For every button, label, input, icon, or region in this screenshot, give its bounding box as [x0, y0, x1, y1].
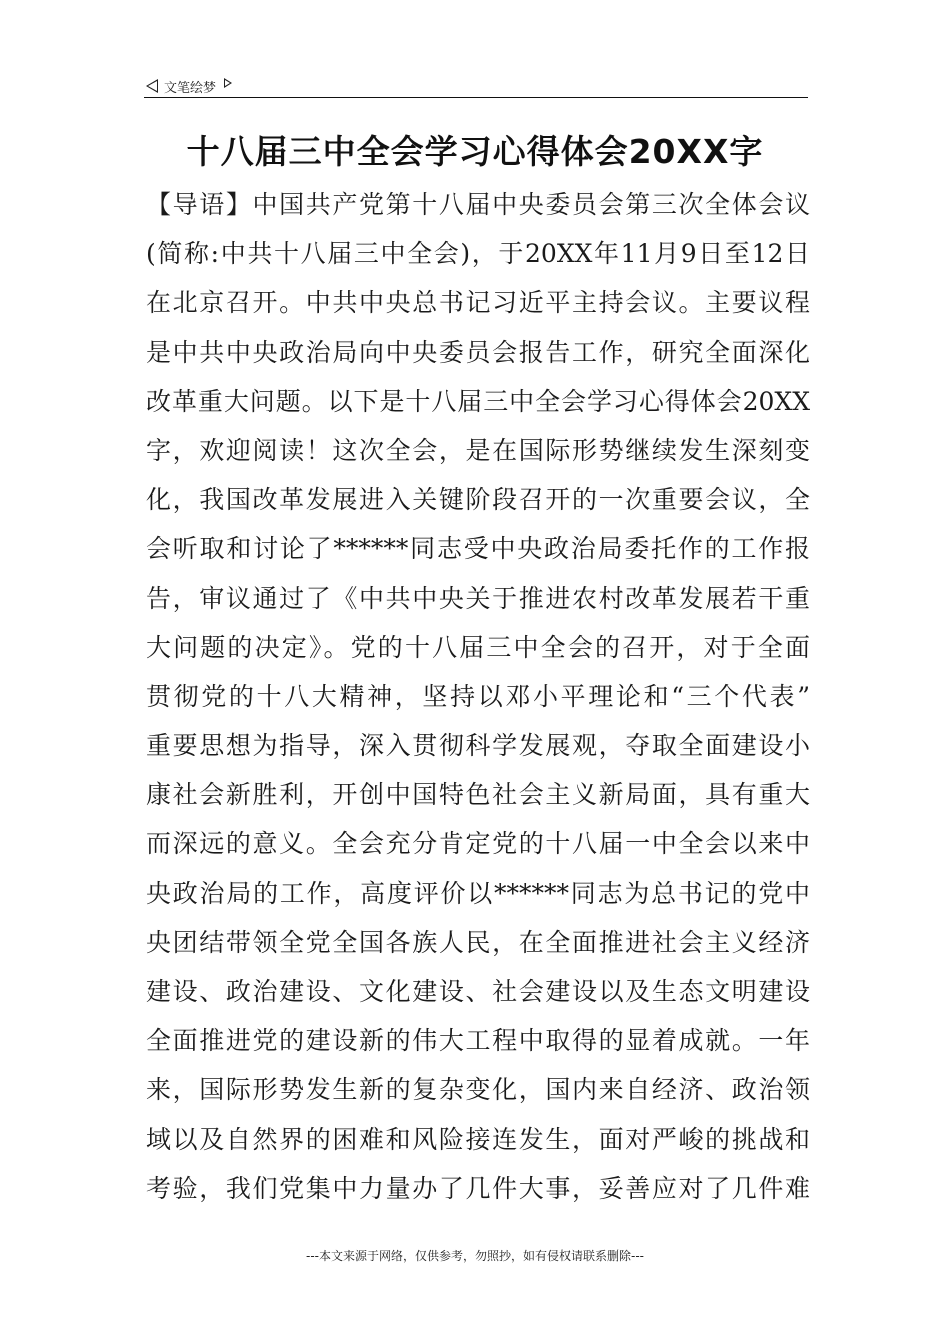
triangle-left-icon	[146, 79, 158, 93]
body-line: 大问题的决定》。党的十八届三中全会的召开，对于全面	[146, 632, 810, 662]
body-line: 康社会新胜利，开创中国特色社会主义新局面，具有重大	[146, 780, 810, 810]
body-line: 是中共中央政治局向中央委员会报告工作，研究全面深化	[146, 337, 810, 367]
page-header	[146, 74, 808, 98]
body-line: 【导语】中国共产党第十八届中央委员会第三次全体会议	[146, 190, 810, 219]
body-line: 贯彻党的十八大精神，坚持以邓小平理论和“三个代表”	[146, 681, 810, 711]
body-line: 化，我国改革发展进入关键阶段召开的一次重要会议，全	[146, 485, 810, 515]
body-line: 重要思想为指导，深入贯彻科学发展观，夺取全面建设小	[146, 731, 810, 761]
body-line: 央政治局的工作，高度评价以******同志为总书记的党中	[146, 878, 810, 908]
body-line: 来，国际形势发生新的复杂变化，国内来自经济、政治领	[146, 1075, 810, 1105]
body-line: 改革重大问题。以下是十八届三中全会学习心得体会20XX	[146, 386, 810, 416]
body-line: 而深远的意义。全会充分肯定党的十八届一中全会以来中	[146, 829, 810, 859]
triangle-right-icon	[224, 78, 232, 88]
body-line: 域以及自然界的困难和风险接连发生，面对严峻的挑战和	[146, 1124, 810, 1154]
header-brand: 文笔绘梦	[164, 80, 217, 96]
footer-disclaimer: ---本文来源于网络，仅供参考，勿照抄，如有侵权请联系删除---	[306, 1249, 644, 1263]
document-body	[146, 180, 810, 1213]
body-line: 字，欢迎阅读！这次全会，是在国际形势继续发生深刻变	[146, 435, 810, 465]
body-line: 告，审议通过了《中共中央关于推进农村改革发展若干重	[146, 583, 810, 613]
body-line: (简称:中共十八届三中全会)，于20XX年11月9日至12日	[146, 239, 810, 269]
body-line: 全面推进党的建设新的伟大工程中取得的显着成就。一年	[146, 1026, 810, 1056]
body-line: 在北京召开。中共中央总书记习近平主持会议。主要议程	[146, 288, 810, 318]
body-line: 央团结带领全党全国各族人民，在全面推进社会主义经济	[146, 927, 810, 957]
body-line: 会听取和讨论了******同志受中央政治局委托作的工作报	[146, 534, 810, 564]
header-divider	[144, 97, 808, 98]
body-line: 建设、政治建设、文化建设、社会建设以及生态文明建设	[146, 977, 810, 1006]
document-title: 十八届三中全会学习心得体会20XX字	[186, 132, 764, 171]
body-line: 考验，我们党集中力量办了几件大事，妥善应对了几件难	[146, 1173, 810, 1203]
